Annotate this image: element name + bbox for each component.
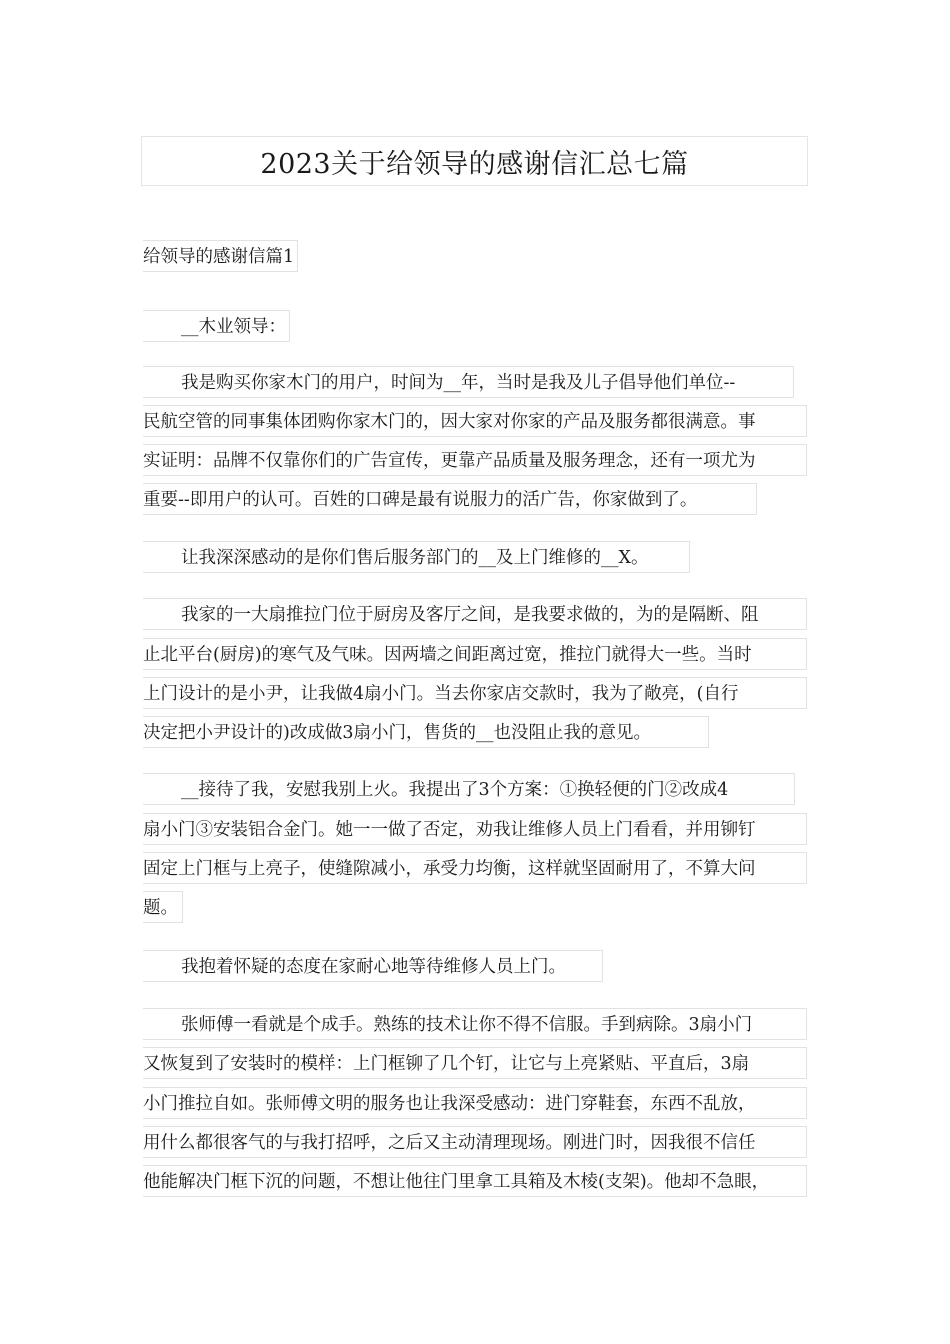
paragraph-line: 扇小门③安装铝合金门。她一一做了否定，劝我让维修人员上门看看，并用铆钉: [143, 813, 807, 845]
paragraph-line: 我家的一大扇推拉门位于厨房及客厅之间，是我要求做的，为的是隔断、阻: [143, 598, 807, 630]
paragraph-line: 民航空管的同事集体团购你家木门的，因大家对你家的产品及服务都很满意。事: [143, 405, 807, 437]
paragraph-line: 决定把小尹设计的)改成做3扇小门，售货的__也没阻止我的意见。: [143, 716, 709, 748]
paragraph-line: 我抱着怀疑的态度在家耐心地等待维修人员上门。: [143, 950, 603, 982]
section-heading: 给领导的感谢信篇1: [143, 240, 298, 272]
paragraph-line: 上门设计的是小尹，让我做4扇小门。当去你家店交款时，我为了敞亮，(自行: [143, 677, 807, 709]
paragraph-line: 又恢复到了安装时的模样：上门框铆了几个钉，让它与上亮紧贴、平直后，3扇: [143, 1047, 807, 1079]
paragraph-line: 小门推拉自如。张师傅文明的服务也让我深受感动：进门穿鞋套，东西不乱放，: [143, 1087, 807, 1119]
paragraph-line: 题。: [143, 891, 183, 923]
paragraph-line: 实证明：品牌不仅靠你们的广告宣传，更靠产品质量及服务理念，还有一项尤为: [143, 444, 807, 476]
paragraph-line: 止北平台(厨房)的寒气及气味。因两墙之间距离过宽，推拉门就得大一些。当时: [143, 638, 807, 670]
paragraph-line: 我是购买你家木门的用户，时间为__年，当时是我及儿子倡导他们单位--: [143, 366, 794, 398]
paragraph-line: 他能解决门框下沉的问题，不想让他往门里拿工具箱及木棱(支架)。他却不急眼，: [143, 1165, 807, 1197]
document-title-text: 2023关于给领导的感谢信汇总七篇: [260, 148, 689, 180]
salutation-line: __木业领导：: [143, 310, 290, 342]
paragraph-line: 用什么都很客气的与我打招呼，之后又主动清理现场。刚进门时，因我很不信任: [143, 1126, 807, 1158]
paragraph-line: 固定上门框与上亮子，使缝隙减小，承受力均衡，这样就坚固耐用了，不算大问: [143, 852, 807, 884]
paragraph-line: 让我深深感动的是你们售后服务部门的__及上门维修的__X。: [143, 541, 690, 573]
paragraph-line: __接待了我，安慰我别上火。我提出了3个方案：①换轻便的门②改成4: [143, 773, 795, 805]
paragraph-line: 重要--即用户的认可。百姓的口碑是最有说服力的活广告，你家做到了。: [143, 483, 757, 515]
paragraph-line: 张师傅一看就是个成手。熟练的技术让你不得不信服。手到病除。3扇小门: [143, 1008, 807, 1040]
document-title: [141, 136, 808, 186]
